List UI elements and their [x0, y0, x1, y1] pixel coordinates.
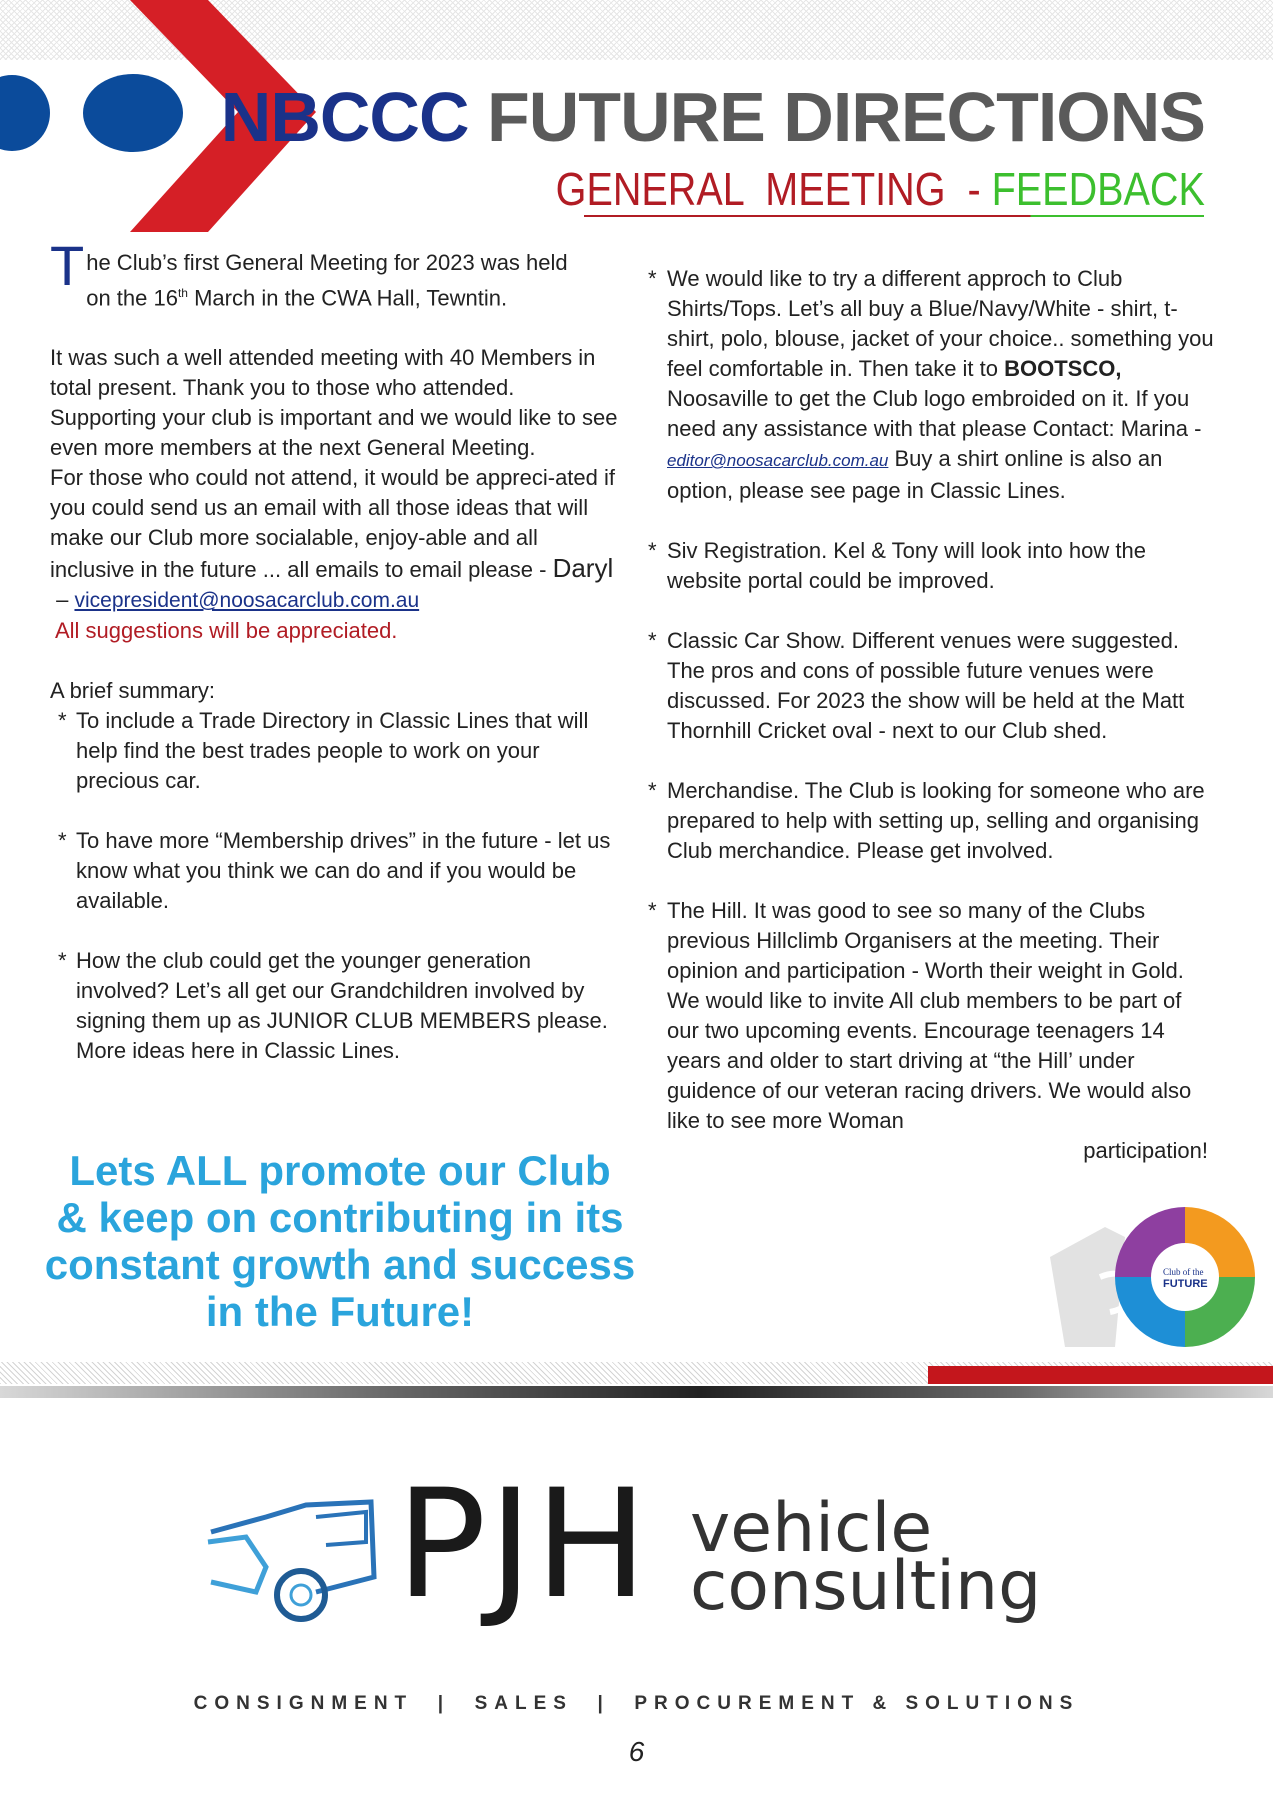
sponsor-tagline: CONSIGNMENT | SALES | PROCUREMENT & SOLUTIONS [193, 1693, 1080, 1714]
bullet-star-icon: * [648, 778, 657, 803]
subtitle-feedback: FEEDBACK [991, 163, 1205, 215]
page-number: 6 [628, 1736, 645, 1767]
intro-line2-a: on the 16 [86, 285, 178, 311]
bullet-star-icon: * [58, 828, 67, 854]
car-wheel-icon [277, 1571, 325, 1619]
item-car-show [648, 626, 1218, 746]
bullet-star-icon: * [648, 898, 657, 923]
summary-item-membership-drives [50, 826, 620, 916]
logo-center [1151, 1243, 1219, 1311]
blue-dot-right [83, 74, 183, 152]
promo-line1: Lets ALL promote our Club [69, 1147, 611, 1194]
shirts-text-c: Buy a shirt online is also an option, please see page in Classic Lines. [667, 446, 1163, 503]
car-hub-icon [291, 1585, 311, 1605]
summary-heading: A brief summary: [50, 678, 216, 704]
contact-dash: – [50, 587, 75, 613]
editor-email-link[interactable]: editor@noosacarclub.com.au [667, 451, 889, 470]
logo-swoosh [1050, 1227, 1125, 1347]
pjh-consulting: consulting [690, 1547, 1042, 1626]
siv-text: Siv Registration. Kel & Tony will look into how the website portal could be improved. [667, 538, 1146, 593]
intro-line2-sup: th [177, 286, 188, 300]
suggestions-note: All suggestions will be appreciated. [55, 618, 398, 644]
shirts-text-b: Noosaville to get the Club logo embroided on it. If you need any assistance with that please Contact: Marina - [667, 386, 1202, 441]
car-show-text: Classic Car Show. Different venues were suggested. The pros and cons of possible future venues were discussed. For 2023 the show will be held at the Matt Thornhill Cricket oval - next to our Club shed. [667, 628, 1185, 743]
merch-text: Merchandise. The Club is looking for someone who are prepared to help with setting up, selling and organising Club merchandice. Please get involved. [667, 778, 1205, 863]
feedback-text: For those who could not attend, it would be appreci-ated if you could send us an email with all those ideas that will make our Club more socialable, enjoy-able and all inclusive in the future ... all emails to email please - [50, 465, 616, 583]
blue-dot-left [0, 75, 50, 151]
title-nbccc: NBCCC [220, 78, 469, 156]
bullet-star-icon: * [648, 538, 657, 563]
item-merchandise [648, 776, 1218, 866]
drop-cap: T [50, 234, 85, 297]
promo-line3: constant growth and success [44, 1241, 636, 1288]
logo-text-line1: Club of the [1163, 1267, 1204, 1277]
car-hood [208, 1537, 266, 1592]
summary-item-text: To have more “Membership drives” in the future - let us know what you think we can do and if you would be available. [76, 828, 611, 914]
footer-red-bar [928, 1366, 1273, 1384]
footer-divider [0, 1386, 1273, 1398]
bullet-star-icon: * [58, 708, 67, 734]
attendance-paragraph: It was such a well attended meeting with 40 Members in total present. Thank you to those who attended. Supporting your club is important and we would like to see even more members at the next General Meeting. [50, 345, 618, 461]
item-the-hill [648, 896, 1218, 1166]
hill-end: participation! [1083, 1138, 1208, 1163]
promo-line4: in the Future! [205, 1288, 475, 1335]
item-club-shirts [648, 264, 1218, 506]
page-subtitle [555, 163, 1205, 215]
bullet-star-icon: * [648, 266, 657, 291]
contact-name: Daryl [552, 553, 614, 584]
intro-paragraph [50, 234, 620, 313]
promo-message [40, 1147, 640, 1335]
summary-item-younger-generation [50, 946, 620, 1066]
bullet-star-icon: * [648, 628, 657, 653]
page-title [220, 78, 1205, 156]
summary-item-trade-directory [50, 706, 620, 796]
logo-text-line2: FUTURE [1163, 1278, 1208, 1290]
intro-line1: he Club’s first General Meeting for 2023 was held [86, 250, 568, 275]
bootsco-label: BOOTSCO, [1004, 356, 1122, 381]
intro-line2-b: March in the CWA Hall, Tewntin. [187, 285, 508, 311]
pjh-vehicle: vehicle [690, 1489, 933, 1568]
pjh-car-logo [206, 1497, 386, 1622]
right-column [648, 264, 1218, 1166]
hill-text: The Hill. It was good to see so many of the Clubs previous Hillclimb Organisers at the meeting. Their opinion and participation - Worth their weight in Gold. We would like to invite All club members to be part of our two upcoming events. Encourage teenagers 14 years and older to start driving at “the Hill’ under guidence of our veteran racing drivers. We would also like to see more Woman [667, 898, 1192, 1133]
promo-line2: & keep on contributing in its [56, 1194, 624, 1241]
feedback-paragraph [50, 463, 620, 646]
item-siv-registration [648, 536, 1218, 596]
car-window [316, 1512, 366, 1545]
pjh-subtitle [690, 1489, 1042, 1626]
shirts-text-a: We would like to try a different approch to Club Shirts/Tops. Let’s all buy a Blue/Navy/White - shirt, t-shirt, polo, blouse, jacket of your choice.. something you feel comfortable in. Then take it to [667, 266, 1214, 381]
club-of-the-future-logo [1045, 1207, 1270, 1362]
pjh-brand: PJH [396, 1458, 650, 1632]
subtitle-general-meeting: GENERAL MEETING - [555, 163, 981, 215]
bullet-star-icon: * [58, 948, 67, 974]
vicepresident-email-link[interactable]: vicepresident@noosacarclub.com.au [74, 589, 420, 613]
summary-item-text: To include a Trade Directory in Classic Lines that will help find the best trades people to work on your precious car. [76, 708, 589, 794]
title-future-directions: FUTURE DIRECTIONS [487, 78, 1205, 156]
subtitle-underline [584, 215, 1204, 217]
left-column [50, 234, 620, 1096]
summary-item-text: How the club could get the younger generation involved? Let’s all get our Grandchildren involved by signing them up as JUNIOR CLUB MEMBERS please. More ideas here in Classic Lines. [76, 948, 608, 1064]
